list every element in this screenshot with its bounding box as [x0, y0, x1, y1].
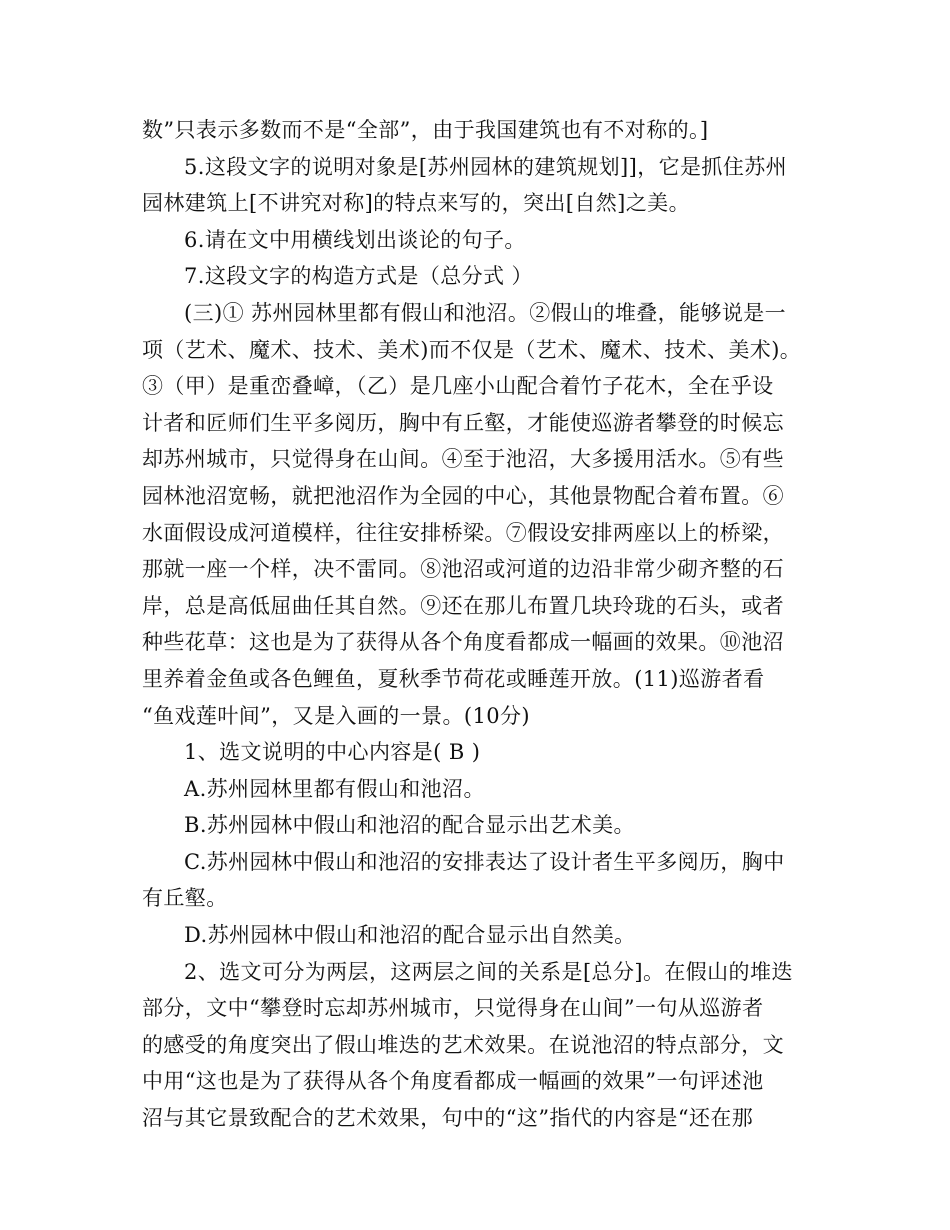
- text-line: 1、选文说明的中心内容是( B ): [184, 740, 481, 765]
- text-line: 中用“这也是为了获得从各个角度看都成一幅画的效果”一句评述池: [142, 1069, 764, 1094]
- text-line: B.苏州园林中假山和池沼的配合显示出艺术美。: [184, 813, 635, 838]
- text-line: 水面假设成河道模样，往往安排桥梁。⑦假设安排两座以上的桥梁，: [142, 520, 784, 545]
- text-line: 园林建筑上[不讲究对称]的特点来写的，突出[自然]之美。: [142, 191, 690, 216]
- text-line: 有丘壑。: [142, 886, 228, 911]
- text-line: 项（艺术、魔术、技术、美术)而不仅是（艺术、魔术、技术、美术)。: [142, 337, 802, 362]
- text-line: C.苏州园林中假山和池沼的安排表达了设计者生平多阅历，胸中: [184, 849, 785, 874]
- text-line: (三)① 苏州园林里都有假山和池沼。②假山的堆叠，能够说是一: [184, 300, 787, 325]
- text-line: 的感受的角度突出了假山堆迭的艺术效果。在说池沼的特点部分，文: [142, 1032, 784, 1057]
- text-line: 5.这段文字的说明对象是[苏州园林的建筑规划]]，它是抓住苏州: [184, 154, 788, 179]
- text-line: 岸，总是高低屈曲任其自然。⑨还在那儿布置几块玲珑的石头，或者: [142, 593, 784, 618]
- text-line: 却苏州城市，只觉得身在山间。④至于池沼，大多援用活水。⑤有些: [142, 447, 784, 472]
- text-line: 7.这段文字的构造方式是（总分式 ）: [184, 264, 533, 289]
- text-line: 6.请在文中用横线划出谈论的句子。: [184, 227, 526, 252]
- text-line: A.苏州园林里都有假山和池沼。: [184, 776, 485, 801]
- text-line: 那就一座一个样，决不雷同。⑧池沼或河道的边沿非常少砌齐整的石: [142, 557, 784, 582]
- text-line: 数”只表示多数而不是“全部”，由于我国建筑也有不对称的。]: [142, 118, 709, 142]
- text-line: 种些花草：这也是为了获得从各个角度看都成一幅画的效果。⑩池沼: [142, 630, 784, 655]
- text-line: 里养着金鱼或各色鲤鱼，夏秋季节荷花或睡莲开放。(11)巡游者看: [142, 666, 765, 691]
- text-line: “鱼戏莲叶间”，又是入画的一景。(10分): [142, 703, 530, 728]
- text-line: 沼与其它景致配合的艺术效果，句中的“这”指代的内容是“还在那: [142, 1106, 754, 1131]
- text-line: ③（甲）是重峦叠嶂，（乙）是几座小山配合着竹子花木，全在乎设: [142, 374, 774, 399]
- text-line: 计者和匠师们生平多阅历，胸中有丘壑，才能使巡游者攀登的时候忘: [142, 410, 784, 435]
- text-line: 2、选文可分为两层，这两层之间的关系是[总分]。在假山的堆迭: [184, 959, 793, 984]
- document-body: [142, 112, 822, 1137]
- text-line: 部分，文中“攀登时忘却苏州城市，只觉得身在山间”一句从巡游者: [142, 996, 764, 1021]
- text-line: D.苏州园林中假山和池沼的配合显示出自然美。: [184, 923, 636, 948]
- text-line: 园林池沼宽畅，就把池沼作为全园的中心，其他景物配合着布置。⑥: [142, 483, 784, 508]
